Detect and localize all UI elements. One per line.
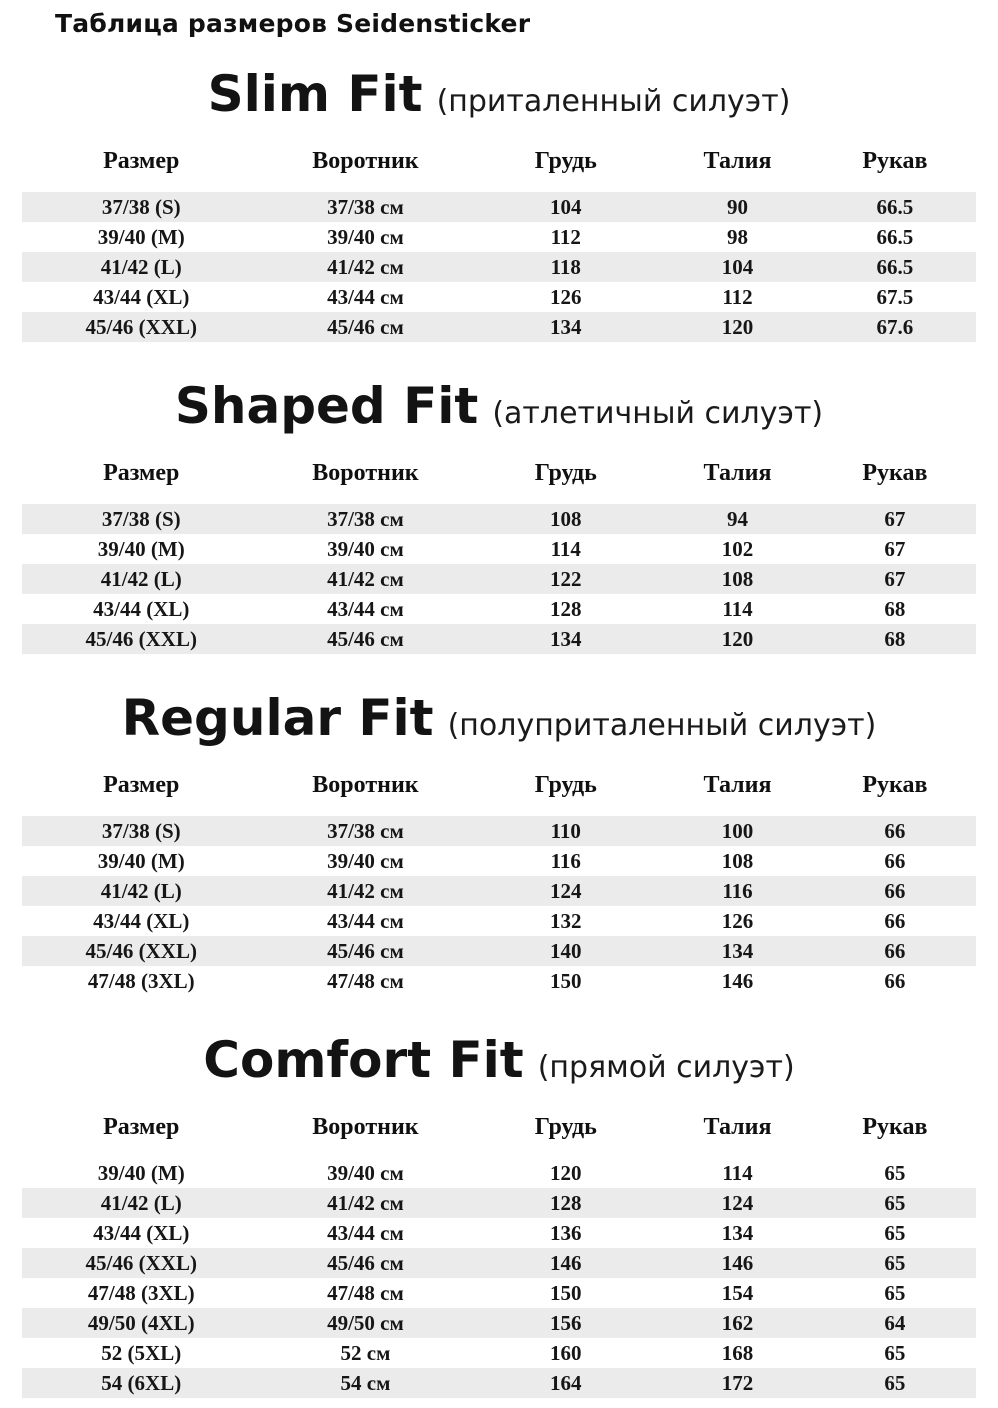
table-cell: 132: [550, 909, 582, 933]
table-row: [22, 906, 976, 936]
table-cell: 41/42 (L): [100, 1191, 182, 1215]
size-table: [22, 770, 976, 996]
table-cell: 66.5: [876, 255, 914, 279]
fit-subtitle: (полуприталенный силуэт): [447, 708, 877, 743]
section-heading: [0, 64, 998, 132]
table-cell: 64: [884, 1311, 906, 1335]
table-row: [22, 816, 976, 846]
table-cell: 65: [884, 1191, 906, 1215]
table-cell: 37/38 (S): [101, 507, 181, 531]
table-cell: 126: [721, 909, 754, 933]
table-cell: 146: [550, 1251, 582, 1275]
table-cell: 41/42 см: [327, 1191, 404, 1215]
table-cell: 41/42 см: [327, 255, 404, 279]
table-body: [22, 1158, 976, 1398]
table-cell: 124: [550, 879, 582, 903]
table-cell: 47/48 см: [327, 1281, 404, 1305]
column-header: Талия: [703, 772, 772, 798]
table-cell: 45/46 (XXL): [85, 939, 197, 963]
table-row: [22, 534, 976, 564]
table-cell: 37/38 см: [327, 195, 404, 219]
table-cell: 168: [721, 1341, 754, 1365]
table-cell: 43/44 (XL): [93, 1221, 190, 1245]
table-cell: 65: [884, 1221, 906, 1245]
table-cell: 114: [722, 597, 753, 621]
table-cell: 54 (6XL): [101, 1371, 182, 1395]
table-cell: 39/40 (M): [97, 849, 185, 873]
table-row: [22, 1338, 976, 1368]
table-cell: 67.6: [876, 315, 914, 339]
table-body: [22, 192, 976, 342]
table-cell: 172: [721, 1371, 754, 1395]
table-cell: 39/40 см: [327, 849, 404, 873]
table-cell: 45/46 см: [327, 315, 404, 339]
table-cell: 39/40 (M): [97, 537, 185, 561]
table-cell: 66: [884, 939, 906, 963]
table-cell: 134: [721, 939, 754, 963]
table-row: [22, 936, 976, 966]
fit-name: Slim Fit: [207, 65, 423, 123]
table-cell: 116: [550, 849, 581, 873]
fit-section-regular-fit: [0, 688, 998, 996]
table-row: [22, 966, 976, 996]
fit-subtitle: (приталенный силуэт): [436, 84, 791, 119]
table-cell: 134: [721, 1221, 754, 1245]
column-header: Воротник: [312, 1114, 419, 1140]
table-cell: 114: [722, 1161, 753, 1185]
table-cell: 100: [721, 819, 754, 843]
fit-section-slim-fit: [0, 64, 998, 342]
table-cell: 39/40 см: [327, 537, 404, 561]
table-cell: 45/46 (XXL): [85, 627, 197, 651]
column-header: Воротник: [312, 460, 419, 486]
table-cell: 116: [722, 879, 753, 903]
table-cell: 45/46 (XXL): [85, 1251, 197, 1275]
table-cell: 162: [721, 1311, 754, 1335]
table-cell: 126: [550, 285, 582, 309]
table-cell: 37/38 см: [327, 819, 404, 843]
table-cell: 45/46 см: [327, 939, 404, 963]
column-header: Воротник: [312, 148, 419, 174]
table-row: [22, 504, 976, 534]
table-cell: 49/50 см: [327, 1311, 404, 1335]
fit-name: Regular Fit: [121, 689, 434, 747]
column-header: Талия: [703, 460, 772, 486]
table-cell: 154: [721, 1281, 754, 1305]
table-cell: 160: [550, 1341, 582, 1365]
table-cell: 124: [721, 1191, 754, 1215]
table-cell: 39/40 (M): [97, 1161, 185, 1185]
table-cell: 67: [884, 537, 906, 561]
table-cell: 37/38 см: [327, 507, 404, 531]
table-row: [22, 1368, 976, 1398]
table-cell: 136: [550, 1221, 582, 1245]
table-cell: 66: [884, 819, 906, 843]
section-heading: [0, 1030, 998, 1098]
table-cell: 118: [550, 255, 581, 279]
table-row: [22, 564, 976, 594]
table-cell: 67: [884, 507, 906, 531]
table-cell: 65: [884, 1341, 906, 1365]
table-cell: 66.5: [876, 195, 914, 219]
table-cell: 65: [884, 1281, 906, 1305]
table-cell: 146: [721, 969, 754, 993]
column-header: Грудь: [534, 772, 597, 798]
table-row: [22, 252, 976, 282]
table-cell: 68: [884, 627, 906, 651]
table-row: [22, 1218, 976, 1248]
column-header: Рукав: [862, 772, 928, 798]
column-header: Рукав: [862, 1114, 928, 1140]
table-cell: 39/40 (M): [97, 225, 185, 249]
table-cell: 114: [550, 537, 581, 561]
table-cell: 108: [721, 567, 754, 591]
table-cell: 41/42 см: [327, 879, 404, 903]
fit-name: Comfort Fit: [203, 1031, 524, 1089]
table-cell: 112: [550, 225, 581, 249]
table-cell: 104: [721, 255, 754, 279]
table-cell: 66: [884, 849, 906, 873]
table-row: [22, 1278, 976, 1308]
table-header-row: [22, 1112, 976, 1142]
table-cell: 49/50 (4XL): [87, 1311, 195, 1335]
column-header: Талия: [703, 148, 772, 174]
table-cell: 43/44 см: [327, 909, 404, 933]
column-header: Рукав: [862, 460, 928, 486]
section-heading: [0, 688, 998, 756]
table-cell: 41/42 см: [327, 567, 404, 591]
table-row: [22, 624, 976, 654]
table-cell: 54 см: [340, 1371, 391, 1395]
table-cell: 140: [550, 939, 582, 963]
column-header: Размер: [103, 460, 180, 486]
table-header-row: [22, 770, 976, 800]
table-cell: 120: [550, 1161, 582, 1185]
column-header: Размер: [103, 772, 180, 798]
table-row: [22, 192, 976, 222]
fit-subtitle: (прямой силуэт): [537, 1050, 795, 1085]
table-cell: 112: [722, 285, 753, 309]
fit-name: Shaped Fit: [174, 377, 479, 435]
table-cell: 43/44 см: [327, 597, 404, 621]
size-table: [22, 458, 976, 654]
table-cell: 150: [550, 969, 582, 993]
table-row: [22, 1308, 976, 1338]
column-header: Размер: [103, 148, 180, 174]
sections-container: [0, 64, 998, 1398]
table-cell: 47/48 см: [327, 969, 404, 993]
table-cell: 66: [884, 969, 906, 993]
table-cell: 37/38 (S): [101, 819, 181, 843]
table-row: [22, 222, 976, 252]
table-body: [22, 816, 976, 996]
table-cell: 134: [550, 627, 582, 651]
table-row: [22, 846, 976, 876]
table-header-row: [22, 458, 976, 488]
table-cell: 41/42 (L): [100, 567, 182, 591]
table-cell: 43/44 (XL): [93, 597, 190, 621]
table-cell: 120: [721, 627, 754, 651]
table-cell: 41/42 (L): [100, 255, 182, 279]
table-cell: 43/44 (XL): [93, 909, 190, 933]
table-cell: 108: [721, 849, 754, 873]
table-cell: 67.5: [876, 285, 914, 309]
table-cell: 102: [721, 537, 754, 561]
table-cell: 65: [884, 1251, 906, 1275]
table-row: [22, 1158, 976, 1188]
page-title: Таблица размеров Seidensticker: [55, 9, 531, 38]
size-table: [22, 1112, 976, 1398]
table-cell: 47/48 (3XL): [87, 969, 195, 993]
column-header: Грудь: [534, 460, 597, 486]
table-cell: 39/40 см: [327, 225, 404, 249]
table-cell: 43/44 (XL): [93, 285, 190, 309]
table-row: [22, 1188, 976, 1218]
table-cell: 104: [550, 195, 582, 219]
table-row: [22, 282, 976, 312]
table-cell: 128: [550, 597, 582, 621]
table-cell: 66.5: [876, 225, 914, 249]
table-cell: 66: [884, 879, 906, 903]
table-cell: 45/46 см: [327, 1251, 404, 1275]
table-cell: 43/44 см: [327, 1221, 404, 1245]
table-cell: 98: [726, 225, 748, 249]
table-cell: 66: [884, 909, 906, 933]
table-cell: 110: [550, 819, 581, 843]
section-heading: [0, 376, 998, 444]
fit-subtitle: (атлетичный силуэт): [492, 396, 824, 431]
table-cell: 45/46 см: [327, 627, 404, 651]
table-cell: 67: [884, 567, 906, 591]
table-cell: 120: [721, 315, 754, 339]
table-cell: 134: [550, 315, 582, 339]
table-header-row: [22, 146, 976, 176]
column-header: Талия: [703, 1114, 772, 1140]
table-cell: 37/38 (S): [101, 195, 181, 219]
fit-section-shaped-fit: [0, 376, 998, 654]
table-cell: 52 см: [340, 1341, 391, 1365]
table-body: [22, 504, 976, 654]
table-cell: 108: [550, 507, 582, 531]
table-cell: 164: [550, 1371, 582, 1395]
table-cell: 146: [721, 1251, 754, 1275]
table-cell: 156: [550, 1311, 582, 1335]
table-cell: 65: [884, 1371, 906, 1395]
table-cell: 45/46 (XXL): [85, 315, 197, 339]
table-cell: 150: [550, 1281, 582, 1305]
table-cell: 43/44 см: [327, 285, 404, 309]
table-cell: 39/40 см: [327, 1161, 404, 1185]
table-cell: 52 (5XL): [101, 1341, 182, 1365]
table-row: [22, 1248, 976, 1278]
column-header: Рукав: [862, 148, 928, 174]
size-table: [22, 146, 976, 342]
table-cell: 41/42 (L): [100, 879, 182, 903]
column-header: Грудь: [534, 148, 597, 174]
fit-section-comfort-fit: [0, 1030, 998, 1398]
table-row: [22, 876, 976, 906]
table-cell: 47/48 (3XL): [87, 1281, 195, 1305]
table-cell: 68: [884, 597, 906, 621]
column-header: Грудь: [534, 1114, 597, 1140]
table-cell: 128: [550, 1191, 582, 1215]
table-row: [22, 594, 976, 624]
table-cell: 94: [726, 507, 748, 531]
table-row: [22, 312, 976, 342]
column-header: Размер: [103, 1114, 180, 1140]
table-cell: 122: [550, 567, 582, 591]
column-header: Воротник: [312, 772, 419, 798]
table-cell: 65: [884, 1161, 906, 1185]
table-cell: 90: [726, 195, 748, 219]
